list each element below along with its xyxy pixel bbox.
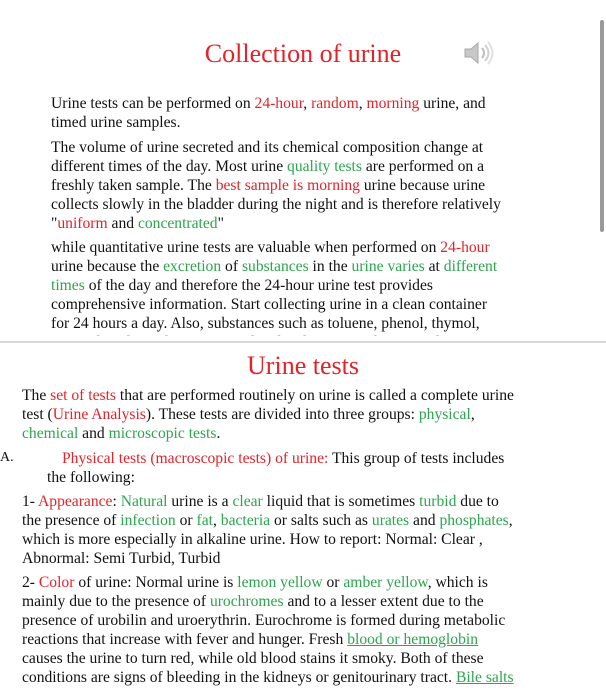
text-line: The volume of urine secreted and its chemical composition change at [51, 139, 484, 156]
text: . [216, 425, 221, 442]
text: The [22, 387, 51, 404]
text-line [22, 386, 514, 405]
text-line [22, 511, 513, 530]
paragraph-physical-tests [62, 449, 504, 468]
text-line [51, 157, 501, 176]
text: , [358, 95, 367, 112]
term-clear: clear [232, 493, 263, 510]
text: and [78, 425, 109, 442]
term-urine-analysis: Urine Analysis [52, 406, 146, 423]
term-turbid: turbid [419, 493, 457, 510]
slide-title: Urine tests [247, 351, 359, 380]
term-different: different [443, 258, 498, 275]
term-lemon-yellow: lemon yellow [237, 574, 323, 591]
text: urine because urine [359, 177, 486, 194]
text-line: timed urine samples. [51, 114, 181, 131]
text: or [322, 574, 344, 591]
text: ). These tests are divided into three groups: [145, 406, 419, 423]
paragraph-color [22, 573, 514, 687]
term-microscopic-tests: microscopic tests [108, 425, 217, 442]
text: : [112, 493, 121, 510]
text: and to a lesser extent due to the [283, 593, 484, 610]
text: " [51, 215, 58, 232]
text: freshly taken sample. The [51, 177, 216, 194]
text-line [51, 176, 501, 195]
text: 2- [22, 574, 39, 591]
term-quality-tests: quality tests [287, 158, 362, 175]
text-line: which is more especially in alkaline urine. How to report: Normal: Clear , [22, 531, 483, 548]
term-fat: fat [196, 512, 213, 529]
term-appearance: Appearance [38, 493, 113, 510]
paragraph-test-timing [51, 94, 486, 132]
text: 1- [22, 493, 39, 510]
term-urine-varies: urine varies [351, 258, 425, 275]
speaker-volume-icon[interactable] [462, 40, 498, 66]
text-line [22, 573, 514, 592]
term-morning: morning [366, 95, 420, 112]
text-line [62, 449, 504, 468]
text: This group of tests includes [328, 450, 505, 467]
text: while quantitative urine tests are valuable when performed on [51, 239, 441, 256]
text-line [51, 257, 497, 276]
text: conditions are signs of bleeding in the kidneys or genitourinary tract. [22, 669, 456, 686]
text: , which is [427, 574, 488, 591]
term-color: Color [38, 574, 75, 591]
text: at [424, 258, 444, 275]
text-line [22, 424, 514, 443]
text: urine, and [419, 95, 486, 112]
text: or [175, 512, 197, 529]
term-uniform: uniform [57, 215, 108, 232]
text: mainly due to the presence of [22, 593, 210, 610]
slide-title: Collection of urine [204, 39, 402, 68]
text-line [22, 492, 513, 511]
text: different times of the day. Most urine [51, 158, 288, 175]
text-line [22, 405, 514, 424]
term-bile-salts: Bile salts [455, 669, 514, 686]
text-line: collects slowly in the bladder during the night and is therefore relatively [51, 196, 501, 213]
term-best-sample: best sample is morning [215, 177, 360, 194]
text: that are performed routinely on urine is called a complete urine [116, 387, 514, 404]
text: urine because the [51, 258, 164, 275]
text: , [212, 512, 221, 529]
text-line: Abnormal: Semi Turbid, Turbid [22, 550, 221, 567]
paragraph-volume-composition [51, 138, 501, 233]
term-chemical: chemical [22, 425, 79, 442]
text: and [107, 215, 138, 232]
text-line [22, 630, 514, 649]
list-marker: A. [0, 450, 14, 465]
term-bacteria: bacteria [220, 512, 271, 529]
term-24-hour: 24-hour [254, 95, 304, 112]
paragraph-physical-tests-cont [47, 468, 135, 487]
text: and [409, 512, 440, 529]
term-phosphates: phosphates [439, 512, 509, 529]
text-line: presence of urobilin and uroerythrin. Eurochrome is formed during metabolic [22, 612, 506, 629]
term-concentrated: concentrated [137, 215, 218, 232]
text: , [508, 512, 513, 529]
text: of [221, 258, 242, 275]
text: or salts such as [270, 512, 372, 529]
text-line [22, 592, 514, 611]
term-urates: urates [371, 512, 410, 529]
paragraph-complete-urine-test [22, 386, 514, 443]
term-infection: infection [120, 512, 176, 529]
text: liquid that is sometimes [262, 493, 420, 510]
term-excretion: excretion [163, 258, 222, 275]
text: in the [308, 258, 352, 275]
term-urochromes: urochromes [209, 593, 284, 610]
text: of the day and therefore the 24-hour urine test provides [84, 277, 433, 294]
paragraph-appearance [22, 492, 513, 568]
term-substances: substances [241, 258, 309, 275]
text-line: the following: [47, 469, 135, 486]
term-blood-or-hemoglobin: blood or hemoglobin [347, 631, 478, 648]
slide-collection-of-urine [0, 0, 606, 343]
text-line [51, 214, 501, 233]
term-set-of-tests: set of tests [50, 387, 116, 404]
paragraph-quantitative-tests [51, 238, 497, 343]
term-amber-yellow: amber yellow [343, 574, 428, 591]
text: are performed on a [361, 158, 485, 175]
text: " [217, 215, 224, 232]
text-line [51, 276, 497, 295]
text: test ( [22, 406, 53, 423]
text: , [470, 406, 475, 423]
text: of urine: Normal urine is [74, 574, 238, 591]
term-times: times [51, 277, 85, 294]
text: , [303, 95, 312, 112]
text-line [51, 94, 486, 113]
text-line [51, 238, 497, 257]
text-line-cut-off [22, 668, 514, 687]
text: Urine tests can be performed on [51, 95, 255, 112]
term-natural: Natural [120, 493, 168, 510]
text: the presence of [22, 512, 121, 529]
text: urine is a [167, 493, 233, 510]
text-line: for 24 hours a day. Also, substances such as toluene, phenol, thymol, [51, 315, 480, 332]
term-24-hour: 24-hour [440, 239, 490, 256]
text-line: causes the urine to turn red, while old blood stains it smoky. Both of these [22, 650, 484, 667]
text: due to [456, 493, 499, 510]
text: reactions that increase with fever and hunger. Fresh [22, 631, 348, 648]
term-random: random [311, 95, 359, 112]
slide-divider [0, 341, 606, 343]
text-line: comprehensive information. Start collecting urine in a clean container [51, 296, 488, 313]
term-physical-tests-heading: Physical tests (macroscopic tests) of urine: [62, 450, 329, 467]
term-physical: physical [418, 406, 471, 423]
